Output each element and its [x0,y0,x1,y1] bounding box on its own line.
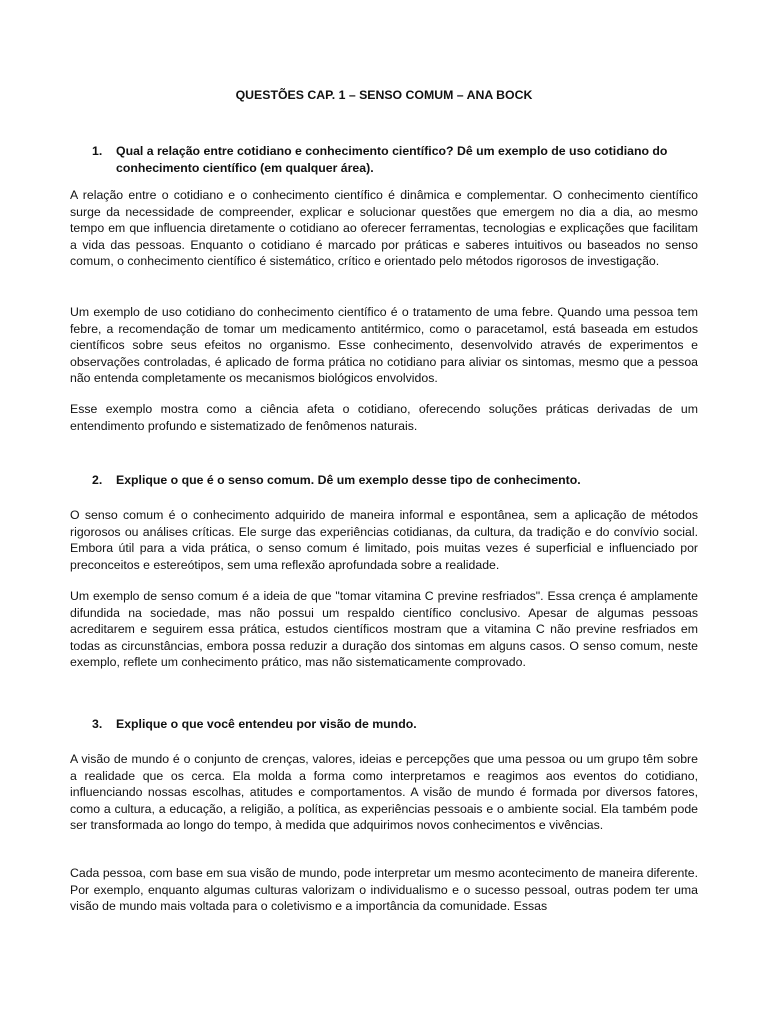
question-1 [92,143,696,176]
answer-paragraph: Cada pessoa, com base em sua visão de mundo, pode interpretar um mesmo acontecimento de maneira diferente. Por exemplo, enquanto algumas culturas valorizam o individualismo e o sucesso pessoal, outras podem ter uma visão de mundo mais voltada para o coletivismo e a importância da comunidade. Essas [70,866,698,913]
answer-paragraph: Um exemplo de senso comum é a ideia de que "tomar vitamina C previne resfriados". Essa crença é amplamente difundida na sociedade, mas não possui um respaldo científico conclusivo. Apesar de algumas pessoas acreditarem e seguirem essa prática, estudos científicos mostram que a vitamina C não previne resfriados em todas as circunstâncias, embora possa reduzir a duração dos sintomas em alguns casos. O senso comum, neste exemplo, reflete um conhecimento prático, mas não sistematicamente comprovado. [70,589,698,669]
question-3 [92,716,696,733]
question-number: 3. [92,717,103,731]
document-title: QUESTÕES CAP. 1 – SENSO COMUM – ANA BOCK [235,88,533,102]
answer-paragraph: Esse exemplo mostra como a ciência afeta o cotidiano, oferecendo soluções práticas derivadas de um entendimento profundo e sistematizado de fenômenos naturais. [70,402,698,433]
question-text: Qual a relação entre cotidiano e conhecimento científico? Dê um exemplo de uso cotidiano do conhecimento científico (em qualquer área). [116,144,668,175]
answer-paragraph: O senso comum é o conhecimento adquirido de maneira informal e espontânea, sem a aplicação de métodos rigorosos ou análises críticas. Ele surge das experiências cotidianas, da cultura, da tradição e do convívio social. Embora útil para a vida prática, o senso comum é limitado, pois muitas vezes é superficial e influenciado por preconceitos e estereótipos, sem uma reflexão aprofundada sobre a realidade. [70,508,698,572]
answer-paragraph: A relação entre o cotidiano e o conhecimento científico é dinâmica e complementar. O conhecimento científico surge da necessidade de compreender, explicar e solucionar questões que emergem no dia a dia, ao mesmo tempo em que influencia diretamente o cotidiano ao oferecer ferramentas, tecnologias e explicações que facilitam a vida das pessoas. Enquanto o cotidiano é marcado por práticas e saberes intuitivos ou baseados no senso comum, o conhecimento científico é sistemático, crítico e orientado pelo métodos rigorosos de investigação. [70,188,698,268]
question-number: 1. [92,144,103,158]
answer-paragraph: Um exemplo de uso cotidiano do conhecimento científico é o tratamento de uma febre. Quando uma pessoa tem febre, a recomendação de tomar um medicamento antitérmico, como o paracetamol, está baseada em estudos científicos sobre seus efeitos no organismo. Esse conhecimento, desenvolvido através de experimentos e observações controladas, é aplicado de forma prática no cotidiano para aliviar os sintomas, mesmo que a pessoa não entenda completamente os mecanismos biológicos envolvidos. [70,305,698,385]
question-number: 2. [92,473,103,487]
question-2 [92,472,696,489]
question-text: Explique o que você entendeu por visão de mundo. [116,717,417,731]
answer-paragraph: A visão de mundo é o conjunto de crenças, valores, ideias e percepções que uma pessoa ou um grupo têm sobre a realidade que os cerca. Ela molda a forma como interpretamos e reagimos aos eventos do cotidiano, influenciando nossas escolhas, atitudes e comportamentos. A visão de mundo é formada por diversos fatores, como a cultura, a educação, a religião, a política, as experiências pessoais e o ambiente social. Ela também pode ser transformada ao longo do tempo, à medida que adquirimos novos conhecimentos e vivências. [70,752,698,832]
question-text: Explique o que é o senso comum. Dê um exemplo desse tipo de conhecimento. [116,473,581,487]
